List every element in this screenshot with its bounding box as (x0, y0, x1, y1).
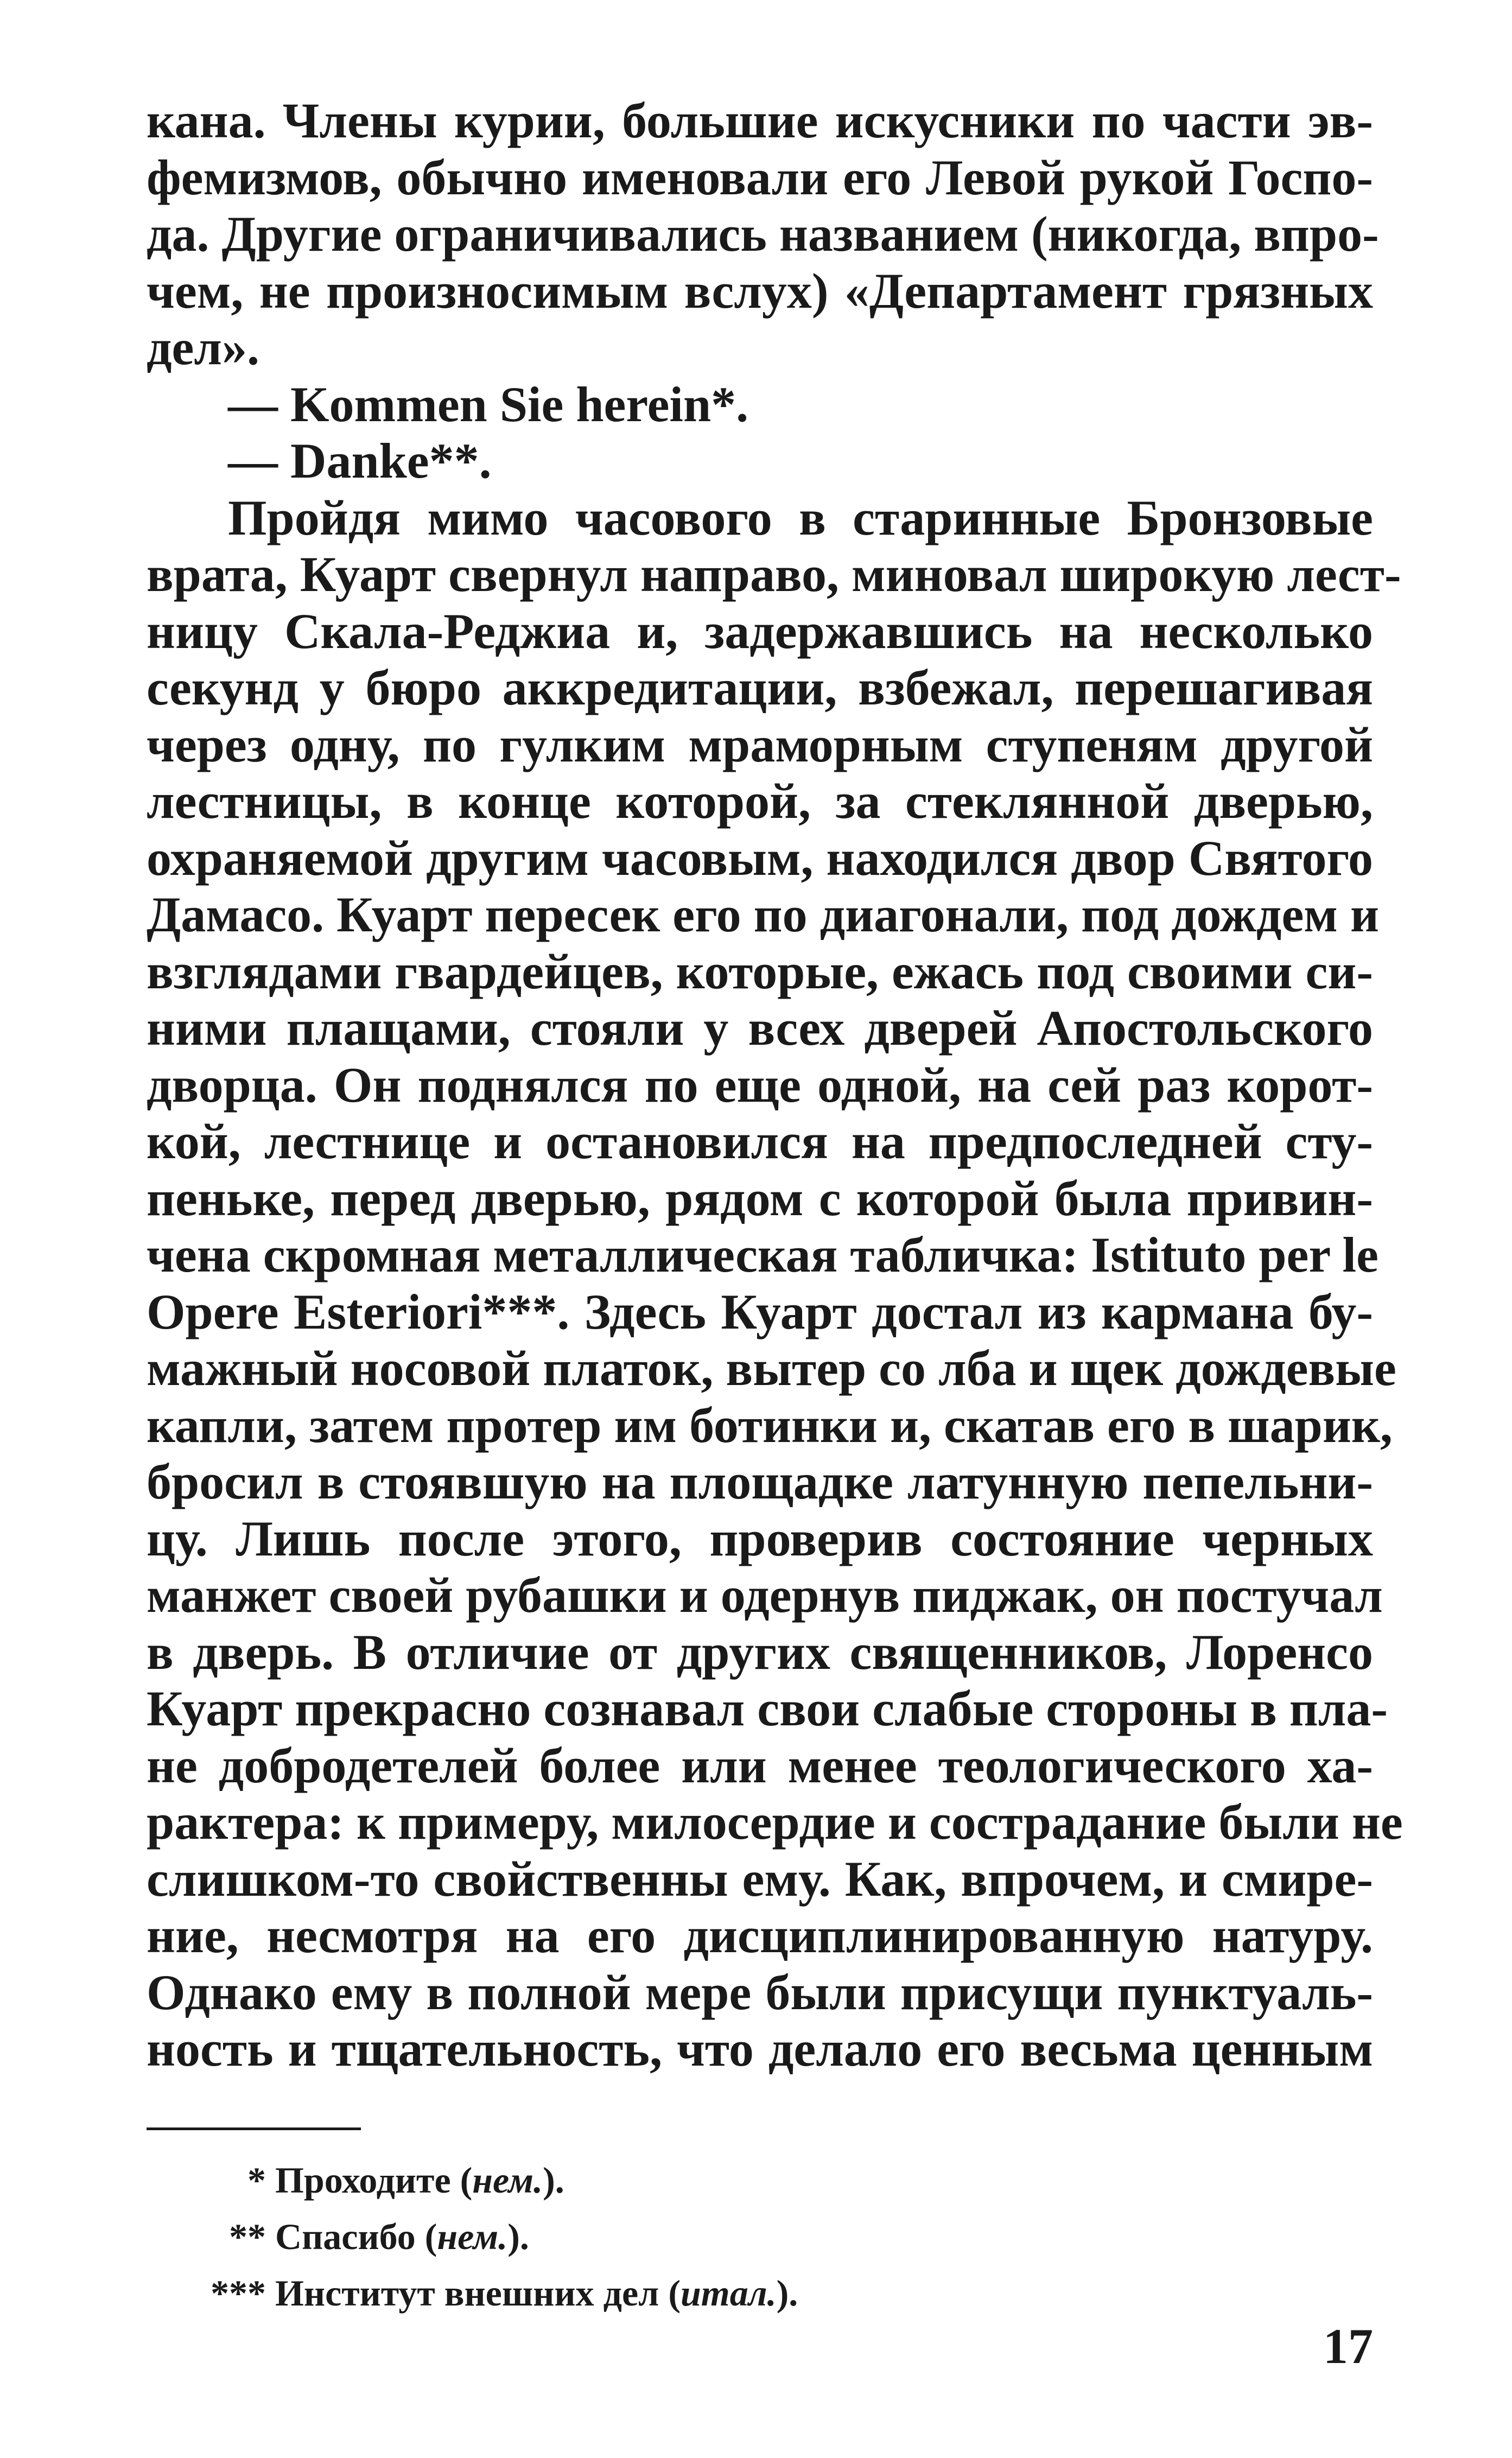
footnote-mark: *** (211, 2272, 266, 2314)
footnotes (201, 2152, 1286, 2321)
page-number: 17 (1323, 2319, 1373, 2374)
text-line: Opere Esteriori***. Здесь Куарт достал из кармана бу- (147, 1284, 1373, 1339)
footnote-mark: ** (229, 2216, 266, 2257)
text-line: ность и тщательность, что делало его весьма ценным (147, 2021, 1373, 2076)
footnote-language: нем. (472, 2160, 543, 2201)
text-line: кой, лестнице и остановился на предпоследней сту- (147, 1114, 1373, 1169)
text-line: цу. Лишь после этого, проверив состояние черных (147, 1510, 1373, 1566)
text-line: пеньке, перед дверью, рядом с которой была привин- (147, 1170, 1373, 1226)
text-line: — Danke**. (228, 433, 492, 488)
footnote-text: Институт внешних дел (275, 2272, 659, 2314)
text-line: слишком-то свойственны ему. Как, впрочем, и смире- (147, 1851, 1373, 1907)
footnote-text: Спасибо (275, 2216, 416, 2257)
text-line: — Kommen Sie herein*. (228, 376, 749, 432)
text-line: лестницы, в конце которой, за стеклянной дверью, (147, 773, 1373, 829)
text-line: охраняемой другим часовым, находился двор Святого (147, 830, 1373, 886)
text-line: через одну, по гулким мраморным ступеням другой (147, 716, 1373, 772)
footnote: *** Институт внешних дел (итал.). (201, 2265, 1286, 2321)
text-line: секунд у бюро аккредитации, взбежал, перешагивая (147, 660, 1373, 715)
text-line: ницу Скала-Реджиа и, задержавшись на несколько (147, 603, 1373, 659)
text-line: в дверь. В отличие от других священников, Лоренсо (147, 1624, 1373, 1680)
text-line: Дамасо. Куарт пересек его по диагонали, под дождем и (147, 887, 1379, 942)
text-line: Однако ему в полной мере были присущи пунктуаль- (147, 1964, 1373, 2020)
text-line: рактера: к примеру, милосердие и сострадание были не (147, 1794, 1403, 1850)
text-line: не добродетелей более или менее теологического ха- (147, 1737, 1373, 1793)
text-line: дел». (147, 320, 259, 375)
text-line: чена скромная металлическая табличка: Istituto per le (147, 1227, 1378, 1282)
text-line: ние, несмотря на его дисциплинированную натуру. (147, 1908, 1373, 1963)
text-line: манжет своей рубашки и одернув пиджак, он постучал (147, 1567, 1383, 1623)
footnote-language: итал. (680, 2272, 777, 2314)
footnote: * Проходите (нем.). (201, 2152, 1286, 2208)
text-line: кана. Члены курии, большие искусники по части эв- (147, 93, 1373, 148)
footnote-text: Проходите (275, 2160, 451, 2201)
text-line: дворца. Он поднялся по еще одной, на сей раз корот- (147, 1057, 1373, 1113)
text-line: капли, затем протер им ботинки и, скатав его в шарик, (147, 1397, 1393, 1453)
text-line: врата, Куарт свернул направо, миновал широкую лест- (147, 547, 1401, 602)
footnote: ** Спасибо (нем.). (201, 2208, 1286, 2265)
text-line: ними плащами, стояли у всех дверей Апостольского (147, 1000, 1373, 1056)
body-text (147, 92, 1403, 2078)
footnote-mark: * (247, 2160, 266, 2201)
footnote-language: нем. (437, 2216, 508, 2257)
text-line: чем, не произносимым вслух) «Департамент грязных (147, 263, 1373, 319)
text-line: фемизмов, обычно именовали его Левой рукой Госпо- (147, 149, 1373, 205)
text-line: мажный носовой платок, вытер со лба и щек дождевые (147, 1341, 1396, 1396)
text-line: да. Другие ограничивались названием (никогда, впро- (147, 206, 1379, 262)
footnote-separator (147, 2127, 361, 2130)
text-line: Куарт прекрасно сознавал свои слабые стороны в пла- (147, 1681, 1388, 1736)
text-line: Пройдя мимо часового в старинные Бронзовые (228, 490, 1373, 545)
text-line: бросил в стоявшую на площадке латунную пепельни- (147, 1454, 1373, 1509)
text-line: взглядами гвардейцев, которые, ежась под своими си- (147, 943, 1373, 999)
